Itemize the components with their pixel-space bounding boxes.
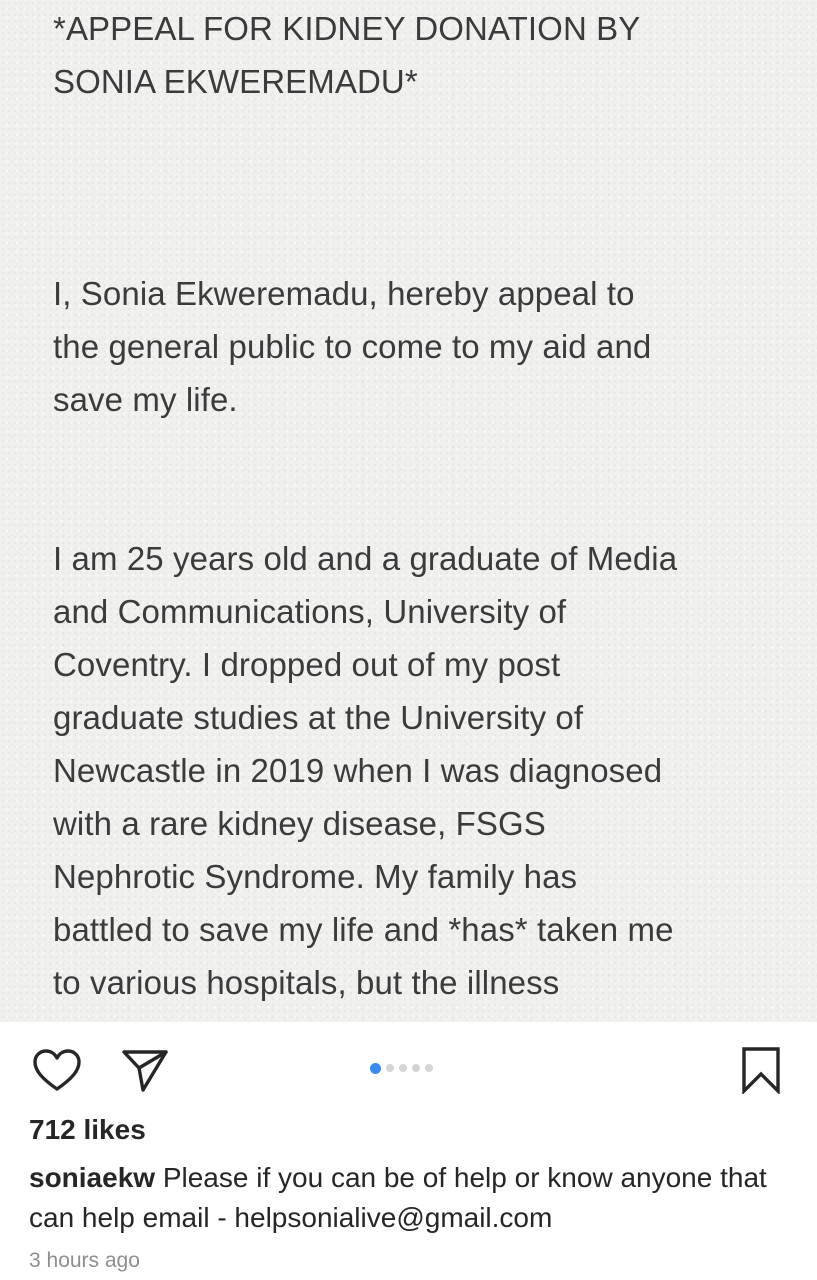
- paragraph-1-line-2: the general public to come to my aid and: [53, 328, 652, 365]
- paragraph-2-line-8: battled to save my life and *has* taken me: [53, 911, 674, 948]
- paragraph-1-line-1: I, Sonia Ekweremadu, hereby appeal to: [53, 275, 635, 312]
- paragraph-1-line-3: save my life.: [53, 381, 238, 418]
- carousel-dot: [412, 1064, 420, 1072]
- carousel-dot: [370, 1063, 381, 1074]
- post-action-bar: [0, 1022, 817, 1112]
- paragraph-2-line-3: Coventry. I dropped out of my post: [53, 646, 561, 683]
- likes-count[interactable]: 712 likes: [29, 1114, 146, 1145]
- carousel-indicator: [370, 1062, 433, 1074]
- caption-username[interactable]: soniaekw: [29, 1162, 156, 1193]
- post-caption: [29, 1158, 799, 1238]
- heart-icon[interactable]: [32, 1048, 82, 1094]
- carousel-dot: [425, 1064, 433, 1072]
- carousel-dot: [386, 1064, 394, 1072]
- paragraph-2-line-7: Nephrotic Syndrome. My family has: [53, 858, 578, 895]
- post-timestamp: 3 hours ago: [29, 1249, 140, 1272]
- carousel-dot: [399, 1064, 407, 1072]
- paragraph-2-line-4: graduate studies at the University of: [53, 699, 584, 736]
- appeal-title-line-2: SONIA EKWEREMADU*: [53, 63, 418, 100]
- paragraph-2-line-1: I am 25 years old and a graduate of Media: [53, 540, 678, 577]
- bookmark-icon[interactable]: [738, 1046, 784, 1094]
- caption-text: Please if you can be of help or know anyone that can help email - helpsonialive@gmail.com: [29, 1162, 767, 1233]
- paragraph-2-line-2: and Communications, University of: [53, 593, 567, 630]
- appeal-title-line-1: *APPEAL FOR KIDNEY DONATION BY: [53, 10, 641, 47]
- paragraph-2-line-6: with a rare kidney disease, FSGS: [53, 805, 546, 842]
- paragraph-2-line-9: to various hospitals, but the illness: [53, 964, 560, 1001]
- paragraph-2-line-5: Newcastle in 2019 when I was diagnosed: [53, 752, 663, 789]
- paper-plane-icon[interactable]: [121, 1048, 169, 1094]
- post-image-text: [53, 0, 793, 1009]
